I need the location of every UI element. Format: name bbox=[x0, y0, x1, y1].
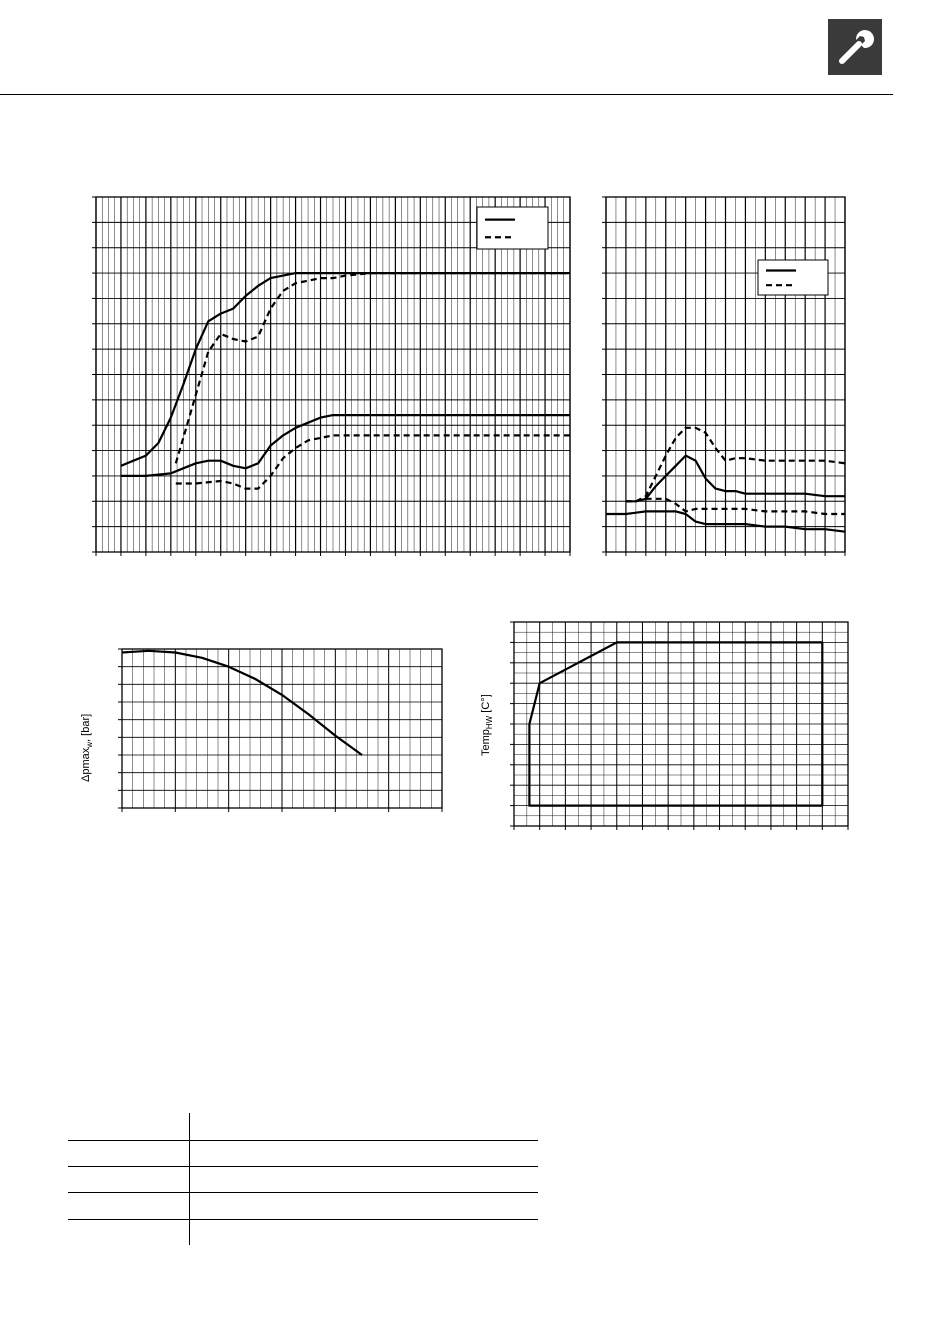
spec-table bbox=[68, 1113, 538, 1245]
table-row-divider bbox=[68, 1192, 538, 1193]
chart1-series-4 bbox=[176, 435, 570, 488]
table-column-divider bbox=[189, 1113, 190, 1245]
chart4-ylabel: Temp$_{HW}$ [C°] bbox=[480, 694, 495, 756]
table-row-divider bbox=[68, 1166, 538, 1167]
chart2-legend-box bbox=[758, 260, 828, 295]
table-row-divider bbox=[68, 1140, 538, 1141]
table-row-divider bbox=[68, 1219, 538, 1220]
chart1-series-2 bbox=[176, 273, 570, 463]
chart1-legend-box bbox=[477, 207, 548, 249]
chart3-ylabel: Δpmax$_w$, [bar] bbox=[80, 713, 95, 782]
